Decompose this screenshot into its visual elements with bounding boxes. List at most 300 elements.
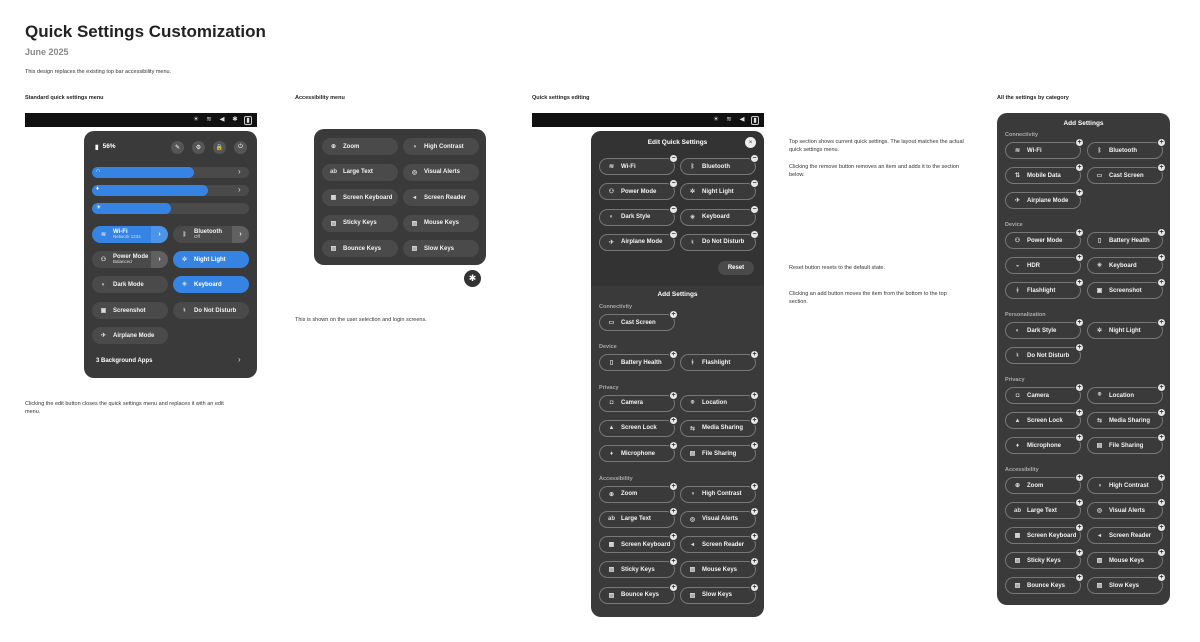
add-wi-fi-button[interactable]: + [1075, 138, 1084, 147]
slow-keys-icon: ▨ [1096, 583, 1103, 589]
keyboard-toggle[interactable]: ✳ Keyboard [173, 276, 249, 293]
screen-reader-icon: ◂ [1097, 533, 1101, 539]
settings-button[interactable]: ⚙ [192, 141, 205, 154]
add-battery-health-button[interactable]: + [669, 350, 678, 359]
tile-label: Screen Reader [702, 541, 745, 548]
remove-bluetooth-button[interactable]: − [750, 154, 759, 163]
accessibility-icon[interactable]: ✱ [232, 116, 238, 123]
tile-label: Dark Style [621, 214, 651, 221]
wi-fi-tile[interactable] [1005, 142, 1081, 159]
remove-do-not-disturb-button[interactable]: − [750, 230, 759, 239]
add-bluetooth-button[interactable]: + [1157, 138, 1166, 147]
do-not-disturb-tile[interactable] [680, 234, 756, 251]
file-sharing-icon: ▤ [689, 451, 696, 458]
visual-alerts-icon: ◎ [689, 516, 696, 523]
flashlight-tile[interactable] [1005, 282, 1081, 299]
edit-button[interactable]: ✎ [171, 141, 184, 154]
screen-keyboard-icon: ▦ [1014, 533, 1021, 539]
chevron-right-icon[interactable]: › [232, 226, 249, 243]
do-not-disturb-toggle[interactable]: ♮ Do Not Disturb [173, 302, 249, 319]
chevron-right-icon[interactable]: › [238, 355, 241, 364]
microphone-tile[interactable] [1005, 437, 1081, 454]
sticky-keys-tile[interactable] [322, 215, 398, 232]
add-mouse-keys-button[interactable]: + [1157, 548, 1166, 557]
lock-button[interactable]: 🔒 [213, 141, 226, 154]
tile-label: Flashlight [1027, 287, 1056, 294]
add-sticky-keys-button[interactable]: + [1075, 548, 1084, 557]
night-light-icon: ✲ [181, 257, 188, 263]
tile-label: Bounce Keys [1027, 582, 1066, 589]
wifi-icon[interactable]: ≋ [726, 116, 732, 123]
add-dark-style-button[interactable]: + [1075, 318, 1084, 327]
wi-fi-icon: ≋ [1014, 148, 1021, 154]
add-camera-button[interactable]: + [1075, 383, 1084, 392]
tile-label: Media Sharing [1109, 417, 1151, 424]
add-bounce-keys-button[interactable]: + [669, 583, 678, 592]
sticky-keys-tile[interactable] [1005, 552, 1081, 569]
bluetooth-tile[interactable] [680, 158, 756, 175]
keyboard-tile[interactable] [680, 209, 756, 226]
accessibility-menu [314, 129, 486, 265]
tile-label: Sticky Keys [621, 566, 655, 573]
tile-label: Visual Alerts [1109, 507, 1146, 514]
slow-keys-icon: ▨ [689, 592, 696, 599]
bounce-keys-tile[interactable] [1005, 577, 1081, 594]
tile-label: Screen Keyboard [343, 194, 393, 201]
do-not-disturb-tile[interactable] [1005, 347, 1081, 364]
tile-label: Mouse Keys [1109, 557, 1145, 564]
cast-screen-icon: ▭ [608, 320, 615, 326]
tile-label: File Sharing [702, 450, 737, 457]
flashlight-tile[interactable] [680, 354, 756, 371]
zoom-icon: ⊕ [608, 491, 615, 498]
screen-keyboard-tile[interactable] [1005, 527, 1081, 544]
tile-label: Do Not Disturb [1027, 352, 1070, 359]
cast-screen-tile[interactable] [599, 314, 675, 331]
zoom-tile[interactable] [322, 138, 398, 155]
screen-keyboard-icon: ▦ [330, 195, 337, 201]
add-zoom-button[interactable]: + [669, 482, 678, 491]
page-title: Quick Settings Customization [25, 22, 266, 41]
add-visual-alerts-button[interactable]: + [1157, 498, 1166, 507]
tile-label: Night Light [1109, 327, 1141, 334]
screen-reader-icon: ◂ [690, 542, 694, 549]
add-large-text-button[interactable]: + [1075, 498, 1084, 507]
top-bar [25, 113, 257, 127]
screen-reader-tile[interactable] [1087, 527, 1163, 544]
zoom-tile[interactable] [1005, 477, 1081, 494]
bounce-keys-icon: ▨ [608, 592, 615, 599]
tile-label: Mouse Keys [702, 566, 738, 573]
keyboard-icon: ✳ [1096, 263, 1103, 269]
intro-note: This design replaces the existing top bar accessibility menu. [25, 69, 172, 75]
add-screen-keyboard-button[interactable]: + [669, 532, 678, 541]
screen-lock-icon: ▲ [608, 425, 615, 432]
remove-wi-fi-button[interactable]: − [669, 154, 678, 163]
volume-slider[interactable] [92, 167, 249, 178]
bluetooth-tile[interactable] [1087, 142, 1163, 159]
microphone-tile[interactable] [599, 445, 675, 462]
add-screen-lock-button[interactable]: + [1075, 408, 1084, 417]
location-tile[interactable] [680, 395, 756, 412]
login-note: This is shown on the user selection and login screens. [295, 317, 427, 323]
tile-label: Airplane Mode [621, 239, 663, 246]
battery-small-icon: ▮ [95, 144, 99, 151]
visual-alerts-tile[interactable] [680, 511, 756, 528]
tile-label: High Contrast [1109, 482, 1149, 489]
mobile-data-tile[interactable] [1005, 167, 1081, 184]
wifi-icon[interactable]: ≋ [206, 116, 212, 123]
battery-icon[interactable]: ▮ [751, 116, 759, 125]
add-battery-health-button[interactable]: + [1157, 228, 1166, 237]
reset-note: Reset button resets to the default state. [789, 265, 886, 271]
microphone-icon: ♦ [96, 186, 100, 192]
tile-label: Location [702, 400, 727, 407]
keyboard-icon: ✳ [689, 214, 696, 221]
add-media-sharing-button[interactable]: + [1157, 408, 1166, 417]
add-slow-keys-button[interactable]: + [1157, 573, 1166, 582]
file-sharing-icon: ▤ [1096, 443, 1103, 449]
remove-power-mode-button[interactable]: − [669, 179, 678, 188]
microphone-icon: ♦ [1015, 442, 1020, 449]
tile-label: Screen Reader [424, 194, 467, 201]
screenshot-tile[interactable] [1087, 282, 1163, 299]
tile-label: Power Mode [621, 188, 657, 195]
location-icon: ⌾ [1097, 392, 1102, 398]
battery-health-tile[interactable] [1087, 232, 1163, 249]
power-mode-icon: ⚇ [1014, 238, 1021, 244]
tile-label: Large Text [621, 516, 651, 523]
remove-dark-style-button[interactable]: − [669, 205, 678, 214]
add-screen-keyboard-button[interactable]: + [1075, 523, 1084, 532]
chevron-right-icon[interactable]: › [238, 185, 241, 194]
volume-icon[interactable]: ◀ [739, 116, 745, 123]
tile-label: File Sharing [1109, 442, 1144, 449]
night-light-toggle[interactable]: ✲ Night Light [173, 251, 249, 268]
add-visual-alerts-button[interactable]: + [750, 507, 759, 516]
hdr-icon: ◒ [1015, 262, 1020, 269]
add-flashlight-button[interactable]: + [750, 350, 759, 359]
section-standard: Standard quick settings menu [25, 95, 104, 101]
screen-keyboard-tile[interactable] [322, 189, 398, 206]
tile-label: Dark Style [1027, 327, 1057, 334]
dark-style-icon: ◐ [1015, 327, 1020, 334]
tile-label: Battery Health [621, 359, 662, 366]
large-text-tile[interactable] [322, 164, 398, 181]
cast-screen-tile[interactable] [1087, 167, 1163, 184]
bounce-keys-icon: ▨ [330, 246, 337, 252]
add-night-light-button[interactable]: + [1157, 318, 1166, 327]
dark-style-tile[interactable] [599, 209, 675, 226]
slow-keys-tile[interactable] [403, 240, 479, 257]
screen-lock-tile[interactable] [1005, 412, 1081, 429]
tile-label: Cast Screen [1109, 172, 1144, 179]
remove-airplane-mode-button[interactable]: − [669, 230, 678, 239]
high-contrast-tile[interactable] [680, 486, 756, 503]
tile-label: Flashlight [702, 359, 731, 366]
tile-label: Screen Keyboard [621, 541, 671, 548]
edit-click-note: Clicking the edit button closes the quick settings menu and replaces it with an edit menu. [25, 401, 224, 415]
tile-label: Keyboard [702, 214, 730, 221]
tile-label: Zoom [343, 143, 360, 150]
keyboard-icon: ✳ [181, 282, 188, 288]
accessibility-button[interactable] [464, 270, 481, 287]
chevron-right-icon[interactable]: › [238, 167, 241, 176]
high-contrast-tile[interactable] [1087, 477, 1163, 494]
brightness-icon[interactable]: ☀ [713, 116, 719, 123]
group-privacy: Privacy [599, 384, 619, 391]
slow-keys-tile[interactable] [680, 587, 756, 604]
screen-lock-icon: ▲ [1014, 417, 1021, 424]
camera-icon: ◘ [609, 400, 614, 407]
add-mouse-keys-button[interactable]: + [750, 557, 759, 566]
add-screen-lock-button[interactable]: + [669, 416, 678, 425]
tile-label: Cast Screen [621, 319, 656, 326]
flashlight-icon: ᚼ [1015, 287, 1020, 294]
tile-label: High Contrast [424, 143, 464, 150]
power-mode-tile[interactable] [1005, 232, 1081, 249]
camera-tile[interactable] [1005, 387, 1081, 404]
add-bounce-keys-button[interactable]: + [1075, 573, 1084, 582]
night-light-tile[interactable] [1087, 322, 1163, 339]
page-date: June 2025 [25, 47, 69, 57]
power-mode-icon: ⚇ [100, 257, 107, 263]
hdr-tile[interactable] [1005, 257, 1081, 274]
remove-night-light-button[interactable]: − [750, 179, 759, 188]
headphones-icon: ∩ [96, 168, 101, 174]
location-tile[interactable] [1087, 387, 1163, 404]
large-text-tile[interactable] [1005, 502, 1081, 519]
group-connectivity: Connectivity [1005, 132, 1039, 138]
screenshot-icon: ▣ [1096, 288, 1103, 294]
battery-health-tile[interactable] [599, 354, 675, 371]
brightness-icon[interactable]: ☀ [193, 116, 199, 123]
tile-label: Microphone [1027, 442, 1061, 449]
visual-alerts-tile[interactable] [403, 164, 479, 181]
group-accessibility: Accessibility [1005, 467, 1039, 473]
tile-label: Power Mode [1027, 237, 1063, 244]
add-hdr-button[interactable]: + [1075, 253, 1084, 262]
slow-keys-tile[interactable] [1087, 577, 1163, 594]
section-all: All the settings by category [997, 95, 1069, 101]
large-text-tile[interactable] [599, 511, 675, 528]
bounce-keys-icon: ▨ [1014, 583, 1021, 589]
tile-label: Screen Lock [621, 425, 657, 432]
group-accessibility: Accessibility [599, 475, 633, 482]
screen-reader-icon: ◂ [412, 195, 416, 201]
group-privacy: Privacy [1005, 377, 1025, 383]
media-sharing-icon: ⇆ [689, 425, 696, 432]
bluetooth-icon: ᛒ [690, 163, 695, 170]
mouse-keys-tile[interactable] [403, 215, 479, 232]
add-media-sharing-button[interactable]: + [750, 416, 759, 425]
screenshot-icon: ▣ [100, 308, 107, 314]
keyboard-tile[interactable] [1087, 257, 1163, 274]
tile-label: Zoom [621, 491, 638, 497]
top-section-note: Top section shows current quick settings. The layout matches the actual quick settings menu. [789, 139, 964, 153]
add-flashlight-button[interactable]: + [1075, 278, 1084, 287]
add-large-text-button[interactable]: + [669, 507, 678, 516]
add-cast-screen-button[interactable]: + [1157, 163, 1166, 172]
battery-icon[interactable]: ▮ [244, 116, 252, 125]
camera-tile[interactable] [599, 395, 675, 412]
media-sharing-tile[interactable] [680, 420, 756, 437]
mouse-keys-tile[interactable] [680, 561, 756, 578]
add-microphone-button[interactable]: + [669, 441, 678, 450]
add-settings-title: Add Settings [657, 291, 698, 298]
slow-keys-icon: ▨ [411, 246, 418, 252]
add-location-button[interactable]: + [1157, 383, 1166, 392]
add-file-sharing-button[interactable]: + [1157, 433, 1166, 442]
tile-label: Mobile Data [1027, 172, 1061, 179]
high-contrast-tile[interactable] [403, 138, 479, 155]
dark-mode-icon: ◐ [101, 281, 106, 288]
sticky-keys-tile[interactable] [599, 561, 675, 578]
chevron-right-icon[interactable]: › [151, 226, 168, 243]
tile-label: Bluetooth [1109, 147, 1137, 154]
close-icon[interactable]: × [745, 137, 756, 148]
screen-keyboard-tile[interactable] [599, 536, 675, 553]
add-microphone-button[interactable]: + [1075, 433, 1084, 442]
battery-status: ▮ 56% [95, 143, 116, 151]
edit-panel-title: Edit Quick Settings [647, 139, 708, 146]
screen-lock-tile[interactable] [599, 420, 675, 437]
add-screen-reader-button[interactable]: + [750, 532, 759, 541]
airplane-mode-tile[interactable] [1005, 192, 1081, 209]
remove-keyboard-button[interactable]: − [750, 205, 759, 214]
airplane-mode-tile[interactable] [599, 234, 675, 251]
bluetooth-toggle[interactable]: ᛒ Bluetooth Off › [173, 226, 249, 243]
dark-mode-toggle[interactable]: ◐ Dark Mode [92, 276, 168, 293]
visual-alerts-icon: ◎ [411, 169, 418, 176]
airplane-mode-toggle[interactable]: ✈ Airplane Mode [92, 327, 168, 344]
tile-label: Keyboard [1109, 262, 1137, 269]
screen-keyboard-icon: ▦ [608, 542, 615, 549]
tile-label: Battery Health [1109, 237, 1150, 244]
visual-alerts-tile[interactable] [1087, 502, 1163, 519]
background-apps[interactable]: 3 Background Apps [96, 358, 153, 364]
add-keyboard-button[interactable]: + [1157, 253, 1166, 262]
bluetooth-icon: ᛒ [1097, 147, 1102, 154]
tile-label: Zoom [1027, 482, 1044, 489]
mobile-data-icon: ⇅ [1014, 173, 1021, 179]
tile-label: Do Not Disturb [702, 239, 745, 246]
mouse-keys-icon: ▨ [1096, 558, 1103, 564]
dark-style-tile[interactable] [1005, 322, 1081, 339]
airplane-mode-icon: ✈ [608, 239, 615, 246]
screen-reader-tile[interactable] [680, 536, 756, 553]
bell-off-icon: ♮ [183, 308, 186, 314]
sticky-keys-icon: ▨ [1014, 558, 1021, 564]
screenshot-button[interactable]: ▣ Screenshot [92, 302, 168, 319]
group-connectivity: Connectivity [599, 304, 633, 310]
add-do-not-disturb-button[interactable]: + [1075, 343, 1084, 352]
tile-label: Camera [1027, 392, 1050, 399]
bounce-keys-tile[interactable] [599, 587, 675, 604]
wifi-toggle[interactable]: ≋ Wi-Fi Network 1234 › [92, 226, 168, 243]
airplane-mode-icon: ✈ [1014, 198, 1021, 204]
location-icon: ⌾ [690, 399, 695, 406]
chevron-right-icon[interactable]: › [151, 251, 168, 268]
tile-label: Microphone [621, 450, 655, 457]
file-sharing-tile[interactable] [1087, 437, 1163, 454]
add-sticky-keys-button[interactable]: + [669, 557, 678, 566]
microphone-icon: ♦ [609, 450, 614, 457]
reset-button[interactable]: Reset [718, 261, 754, 275]
dark-style-icon: ◐ [609, 214, 614, 221]
volume-icon[interactable]: ◀ [219, 116, 225, 123]
add-power-mode-button[interactable]: + [1075, 228, 1084, 237]
add-mobile-data-button[interactable]: + [1075, 163, 1084, 172]
tile-label: Visual Alerts [424, 169, 461, 175]
tile-label: Bounce Keys [343, 245, 382, 252]
add-high-contrast-button[interactable]: + [750, 482, 759, 491]
zoom-tile[interactable] [599, 486, 675, 503]
add-high-contrast-button[interactable]: + [1157, 473, 1166, 482]
section-editing: Quick settings editing [532, 95, 590, 101]
add-cast-screen-button[interactable]: + [669, 310, 678, 319]
power-mode-tile[interactable] [599, 183, 675, 200]
file-sharing-tile[interactable] [680, 445, 756, 462]
night-light-icon: ✲ [1096, 328, 1103, 334]
do-not-disturb-icon: ♮ [691, 239, 694, 246]
tile-label: Screenshot [1109, 287, 1142, 294]
screen-reader-tile[interactable] [403, 189, 479, 206]
group-device: Device [599, 344, 617, 351]
section-accessibility: Accessibility menu [295, 95, 345, 101]
mouse-keys-tile[interactable] [1087, 552, 1163, 569]
all-settings-title: Add Settings [1063, 120, 1104, 127]
tile-label: Sticky Keys [1027, 557, 1061, 564]
tile-label: Screen Reader [1109, 532, 1152, 539]
zoom-icon: ⊕ [330, 144, 337, 150]
bounce-keys-tile[interactable] [322, 240, 398, 257]
mouse-keys-icon: ▨ [411, 220, 418, 227]
battery-health-icon: ▯ [1097, 238, 1102, 244]
tile-label: Slow Keys [1109, 582, 1140, 589]
add-airplane-mode-button[interactable]: + [1075, 188, 1084, 197]
wi-fi-tile[interactable] [599, 158, 675, 175]
power-mode-icon: ⚇ [608, 189, 615, 196]
brightness-slider[interactable] [92, 203, 249, 214]
power-button[interactable]: ⏻ [234, 141, 247, 154]
zoom-icon: ⊕ [1014, 483, 1021, 489]
tile-label: Wi-Fi [1027, 147, 1042, 154]
tile-label: Screen Lock [1027, 417, 1063, 424]
tile-label: Media Sharing [702, 425, 744, 432]
visual-alerts-icon: ◎ [1096, 508, 1103, 514]
large-text-icon: ab [607, 516, 615, 523]
tile-label: Airplane Mode [1027, 197, 1069, 204]
tile-label: Bluetooth [702, 163, 730, 170]
add-location-button[interactable]: + [750, 391, 759, 400]
night-light-icon: ✲ [689, 189, 696, 196]
add-note: Clicking an add button moves the item from the bottom to the top section. [789, 291, 947, 305]
power-mode-toggle[interactable]: ⚇ Power Mode Balanced › [92, 251, 168, 268]
wifi-icon: ≋ [100, 232, 107, 238]
night-light-tile[interactable] [680, 183, 756, 200]
add-screenshot-button[interactable]: + [1157, 278, 1166, 287]
media-sharing-tile[interactable] [1087, 412, 1163, 429]
add-camera-button[interactable]: + [669, 391, 678, 400]
add-screen-reader-button[interactable]: + [1157, 523, 1166, 532]
add-file-sharing-button[interactable]: + [750, 441, 759, 450]
microphone-slider[interactable] [92, 185, 249, 196]
tile-label: Wi-Fi [621, 163, 636, 170]
add-slow-keys-button[interactable]: + [750, 583, 759, 592]
add-zoom-button[interactable]: + [1075, 473, 1084, 482]
large-text-icon: ab [1013, 507, 1021, 514]
